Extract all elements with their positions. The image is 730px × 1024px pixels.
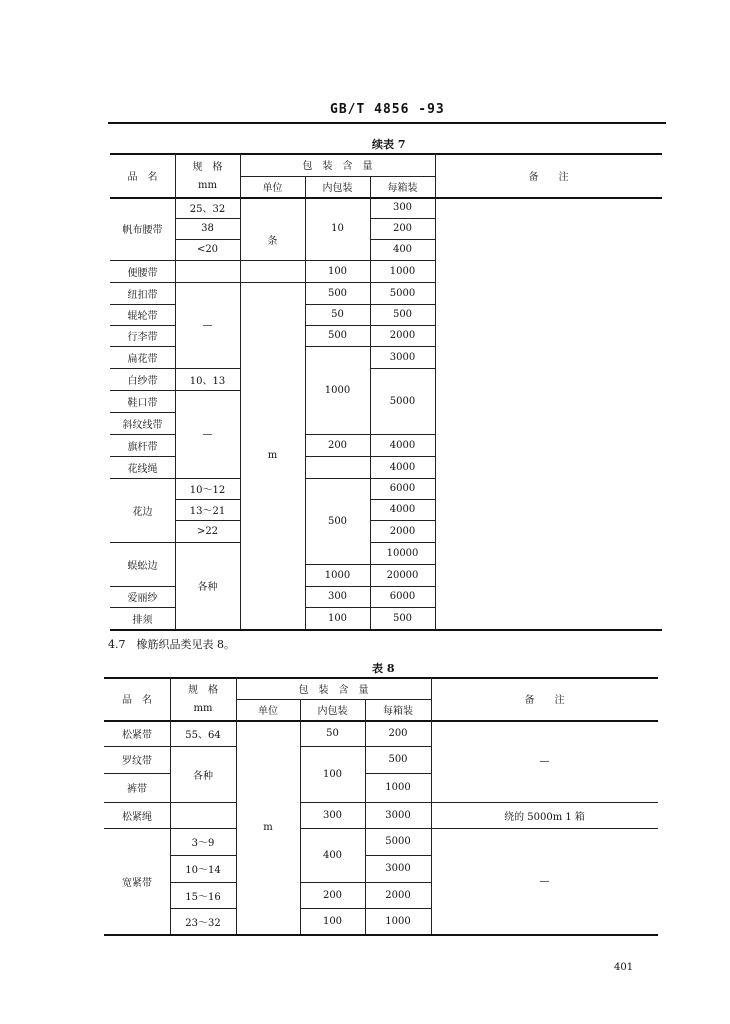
header-rule — [108, 122, 666, 124]
t7-per-box: 20000 — [386, 569, 419, 581]
t7-name: 辊轮带 — [127, 311, 158, 322]
t8-spec: 3～9 — [191, 838, 215, 849]
t7-per-box: 2000 — [389, 330, 416, 341]
t7-name: 鞋口带 — [127, 397, 158, 409]
t7-name: 帆布腰带 — [122, 225, 163, 236]
t7-spec: 13～21 — [189, 506, 226, 517]
t7-header-spec-unit: mm — [198, 179, 217, 191]
t7-inner: 500 — [327, 515, 348, 527]
t7-inner: 50 — [331, 309, 344, 320]
t8-header-unit: 单位 — [258, 706, 278, 717]
t7-per-box: 400 — [392, 244, 413, 255]
t7-unit: m — [267, 450, 278, 461]
t7-per-box: 500 — [392, 309, 413, 320]
t8-per-box: 3000 — [385, 809, 411, 821]
t7-name: 花线绳 — [127, 463, 158, 475]
t8-name: 裤带 — [127, 784, 147, 795]
t7-per-box: 10000 — [386, 547, 419, 559]
t8-inner: 300 — [322, 809, 343, 821]
t7-col-rule — [435, 153, 436, 629]
t8-per-box: 1000 — [385, 782, 411, 793]
t7-per-box: 4000 — [389, 461, 416, 473]
t7-per-box: 2000 — [389, 525, 416, 537]
t7-inner: 100 — [327, 612, 348, 624]
standard-header: GB/T 4856 -93 — [330, 102, 445, 117]
t8-unit: m — [263, 821, 273, 833]
t8-inner: 100 — [322, 768, 343, 780]
t7-per-box: 3000 — [389, 351, 416, 363]
t8-inner: 200 — [322, 889, 343, 901]
t8-header-inner: 内包装 — [317, 706, 348, 717]
t8-remarks: — — [539, 875, 550, 887]
t8-spec: 15～16 — [185, 891, 221, 903]
table8-caption: 表 8 — [372, 662, 395, 675]
t7-name: 白纱带 — [127, 375, 158, 387]
t7-header-per-box: 每箱装 — [387, 183, 418, 194]
t7-per-box: 5000 — [389, 287, 416, 299]
t7-per-box: 1000 — [389, 265, 416, 277]
t7-spec: 25、32 — [189, 204, 226, 215]
t7-header-unit: 单位 — [262, 183, 283, 194]
t7-header-remarks: 备 注 — [528, 171, 569, 183]
t7-spec: 各种 — [197, 582, 218, 593]
t7-inner: 500 — [327, 330, 348, 341]
t8-per-box: 2000 — [385, 889, 411, 901]
t7-name: 扁花带 — [127, 353, 158, 365]
t8-remarks: 绕的 5000m 1 箱 — [504, 811, 585, 823]
t8-header-name: 品 名 — [122, 695, 152, 706]
t7-per-box: 4000 — [389, 439, 416, 451]
t8-header-spec-unit: mm — [193, 702, 213, 714]
section-4-7-text: 4.7 橡筋织品类见表 8。 — [108, 638, 235, 651]
t7-header-name: 品 名 — [127, 171, 158, 183]
t8-per-box: 3000 — [385, 863, 411, 874]
t8-per-box: 200 — [388, 727, 408, 739]
t7-spec: 38 — [201, 223, 214, 234]
t8-header-spec: 规 格 — [188, 684, 218, 696]
t7-spec: — — [202, 319, 213, 331]
t8-spec: 23～32 — [185, 917, 221, 929]
page-number: 401 — [614, 962, 634, 973]
t8-inner: 50 — [326, 727, 339, 739]
t8-remarks: — — [539, 755, 550, 767]
t7-per-box: 200 — [392, 223, 413, 234]
t8-per-box: 1000 — [385, 915, 411, 927]
t7-name: 便腰带 — [127, 267, 158, 279]
t7-name: 排须 — [132, 614, 153, 626]
table7-caption: 续表 7 — [372, 138, 406, 151]
t8-name: 松紧绳 — [122, 811, 152, 823]
t7-per-box: 6000 — [389, 483, 416, 494]
t7-header-spec: 规 格 — [192, 161, 223, 173]
t8-header-remarks: 备 注 — [524, 695, 565, 706]
t7-name: 斜纹线带 — [122, 419, 163, 431]
t7-inner: 300 — [327, 591, 348, 602]
t8-inner: 400 — [322, 849, 343, 861]
t7-name: 花边 — [132, 506, 153, 518]
t7-name: 爱丽纱 — [127, 593, 158, 604]
t7-per-box: 5000 — [389, 395, 416, 407]
t7-per-box: 6000 — [389, 591, 416, 602]
t8-per-box: 500 — [388, 754, 408, 765]
t8-name: 松紧带 — [122, 729, 152, 741]
t7-header-packing: 包 装 含 量 — [302, 161, 373, 172]
t8-header-packing: 包 装 含 量 — [298, 684, 369, 696]
t7-spec: — — [202, 428, 213, 440]
t7-name: 行李带 — [127, 332, 158, 343]
t7-inner: 200 — [327, 439, 348, 451]
t7-name: 纽扣带 — [127, 289, 158, 301]
t8-spec: 各种 — [193, 770, 213, 782]
t7-header-inner: 内包装 — [322, 183, 353, 194]
t7-spec: 10～12 — [189, 485, 226, 496]
t7-name: 蜈蚣边 — [127, 560, 158, 572]
t7-inner: 100 — [327, 265, 348, 277]
t7-spec: 10、13 — [189, 375, 226, 387]
t7-inner: 1000 — [324, 384, 351, 396]
t7-spec: <20 — [196, 244, 219, 255]
t8-bottom-rule — [104, 934, 658, 936]
t8-header-per-box: 每箱装 — [383, 706, 413, 717]
t7-bottom-rule — [110, 629, 662, 631]
t7-spec: >22 — [196, 525, 219, 537]
t7-per-box: 500 — [392, 612, 413, 624]
t8-name: 宽紧带 — [122, 877, 152, 889]
t8-per-box: 5000 — [385, 836, 411, 847]
t7-inner: 10 — [331, 223, 344, 234]
t7-per-box: 300 — [392, 202, 413, 213]
t8-inner: 100 — [322, 915, 343, 927]
t8-name: 罗纹带 — [122, 756, 152, 767]
t7-per-box: 4000 — [389, 504, 416, 515]
t7-unit: 条 — [267, 236, 278, 247]
t8-spec: 55、64 — [185, 729, 221, 741]
t7-name: 旗杆带 — [127, 441, 158, 453]
t7-inner: 1000 — [324, 569, 351, 581]
t7-inner: 500 — [327, 287, 348, 299]
t8-spec: 10～14 — [185, 865, 221, 876]
